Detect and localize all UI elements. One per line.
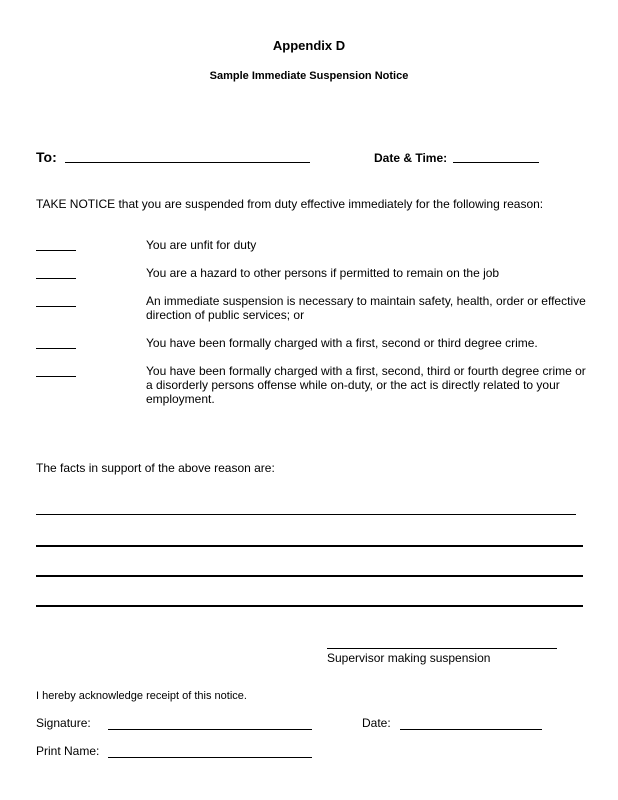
signature-field-line[interactable] (108, 729, 312, 730)
page-subtitle: Sample Immediate Suspension Notice (209, 70, 409, 82)
datetime-field-line[interactable] (453, 162, 539, 163)
reason-5-text: You have been formally charged with a first, second, third or fourth degree crime or a disorderly persons offense while on-duty, or the act is directly related to your employment. (146, 364, 586, 406)
print-name-label: Print Name: (36, 744, 100, 758)
reason-2-blank[interactable] (36, 278, 76, 279)
notice-text: TAKE NOTICE that you are suspended from duty effective immediately for the following reason: (36, 197, 544, 211)
reason-5-blank[interactable] (36, 376, 76, 377)
reason-1-text: You are unfit for duty (146, 238, 257, 252)
facts-line-3[interactable] (36, 575, 583, 577)
print-name-field-line[interactable] (108, 757, 312, 758)
date-label: Date: (362, 716, 391, 730)
facts-label: The facts in support of the above reason are: (36, 461, 275, 475)
supervisor-label: Supervisor making suspension (327, 651, 491, 665)
facts-line-2[interactable] (36, 545, 583, 547)
reason-4-blank[interactable] (36, 348, 76, 349)
supervisor-signature-line[interactable] (327, 648, 557, 649)
reason-3-text: An immediate suspension is necessary to maintain safety, health, order or effective direction of public services; or (146, 294, 586, 322)
reason-2-text: You are a hazard to other persons if permitted to remain on the job (146, 266, 500, 280)
facts-line-1[interactable] (36, 514, 576, 515)
to-field-line[interactable] (65, 162, 310, 163)
reason-1-blank[interactable] (36, 250, 76, 251)
signature-label: Signature: (36, 716, 91, 730)
date-field-line[interactable] (400, 729, 542, 730)
reason-3-blank[interactable] (36, 306, 76, 307)
to-label: To: (36, 149, 57, 165)
datetime-label: Date & Time: (374, 151, 448, 165)
reason-4-text: You have been formally charged with a first, second or third degree crime. (146, 336, 538, 350)
facts-line-4[interactable] (36, 605, 583, 607)
page-title: Appendix D (272, 38, 346, 53)
acknowledgement-text: I hereby acknowledge receipt of this notice. (36, 690, 247, 702)
